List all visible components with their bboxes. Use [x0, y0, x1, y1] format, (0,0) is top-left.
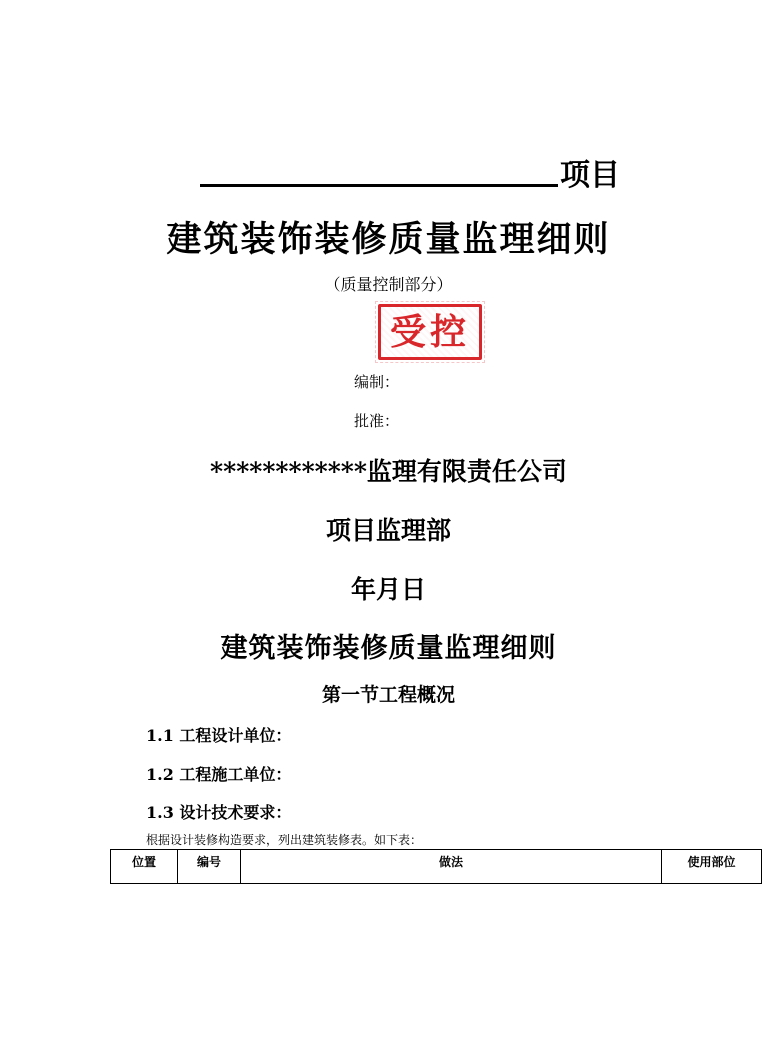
design-requirements-item: 1.3 设计技术要求：	[146, 803, 292, 822]
decoration-table	[110, 849, 762, 884]
table-header-row	[111, 850, 762, 884]
header-usage-area: 使用部位	[662, 850, 762, 884]
subtitle: （质量控制部分）	[324, 275, 453, 294]
department-name: 项目监理部	[325, 516, 451, 545]
section-title: 第一节工程概况	[321, 684, 455, 706]
table-intro: 根据设计装修构造要求，列出建筑装修表。如下表：	[146, 833, 423, 847]
company-name: ************监理有限责任公司	[210, 457, 567, 486]
project-label: 项目	[560, 158, 620, 193]
document-title: 建筑装饰装修质量监理细则	[220, 633, 557, 664]
header-number: 编号	[178, 850, 241, 884]
controlled-stamp: 受控	[378, 304, 482, 360]
header-method: 做法	[241, 850, 662, 884]
design-unit-item: 1.1 工程设计单位：	[146, 726, 292, 745]
project-title-line	[200, 158, 630, 198]
header-position: 位置	[111, 850, 178, 884]
compiler-label: 编制：	[354, 373, 400, 391]
construction-unit-item: 1.2 工程施工单位：	[146, 765, 292, 784]
project-name-blank	[200, 184, 558, 187]
approver-label: 批准：	[354, 412, 400, 430]
date-line: 年月日	[350, 575, 426, 604]
main-title: 建筑装饰装修质量监理细则	[166, 219, 611, 260]
